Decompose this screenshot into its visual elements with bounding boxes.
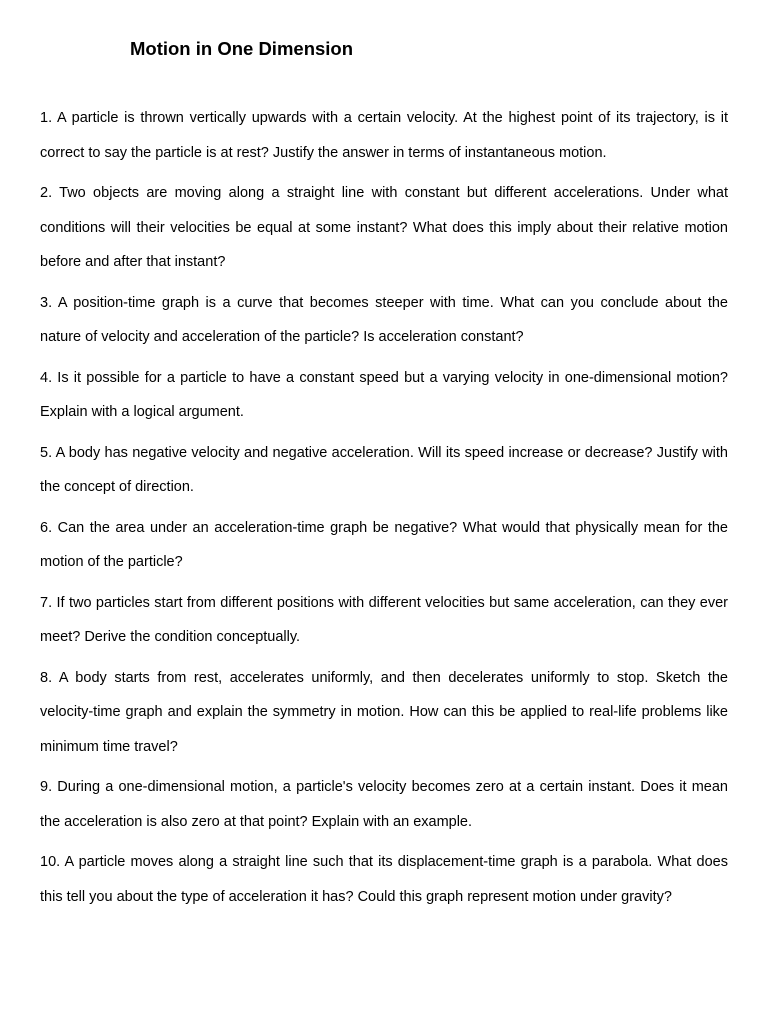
question-item: 6. Can the area under an acceleration-time graph be negative? What would that physically mean for the motion of the particle? bbox=[40, 519, 728, 570]
question-item: 10. A particle moves along a straight line such that its displacement-time graph is a parabola. What does this tell you about the type of acceleration it has? Could this graph represent motion under gravity? bbox=[40, 854, 728, 905]
question-item: 9. During a one-dimensional motion, a particle's velocity becomes zero at a certain instant. Does it mean the acceleration is also zero at that point? Explain with an example. bbox=[40, 779, 728, 830]
question-item: 1. A particle is thrown vertically upwards with a certain velocity. At the highest point of its trajectory, is it correct to say the particle is at rest? Justify the answer in terms of instantaneous motion. bbox=[40, 110, 728, 161]
question-list bbox=[40, 101, 728, 920]
document-title: Motion in One Dimension bbox=[130, 38, 354, 59]
question-item: 7. If two particles start from different positions with different velocities but same acceleration, can they ever meet? Derive the condition conceptually. bbox=[40, 594, 728, 645]
question-item: 2. Two objects are moving along a straight line with constant but different accelerations. Under what conditions will their velocities be equal at some instant? What does this imply about their relative motion before and after that instant? bbox=[40, 185, 728, 270]
question-item: 4. Is it possible for a particle to have a constant speed but a varying velocity in one-dimensional motion? Explain with a logical argument. bbox=[40, 369, 728, 420]
question-item: 3. A position-time graph is a curve that becomes steeper with time. What can you conclude about the nature of velocity and acceleration of the particle? Is acceleration constant? bbox=[40, 294, 728, 345]
question-item: 5. A body has negative velocity and negative acceleration. Will its speed increase or decrease? Justify with the concept of direction. bbox=[40, 444, 728, 495]
question-item: 8. A body starts from rest, accelerates uniformly, and then decelerates uniformly to stop. Sketch the velocity-time graph and explain the symmetry in motion. How can this be applied to real-life problems like minimum time travel? bbox=[40, 669, 728, 755]
